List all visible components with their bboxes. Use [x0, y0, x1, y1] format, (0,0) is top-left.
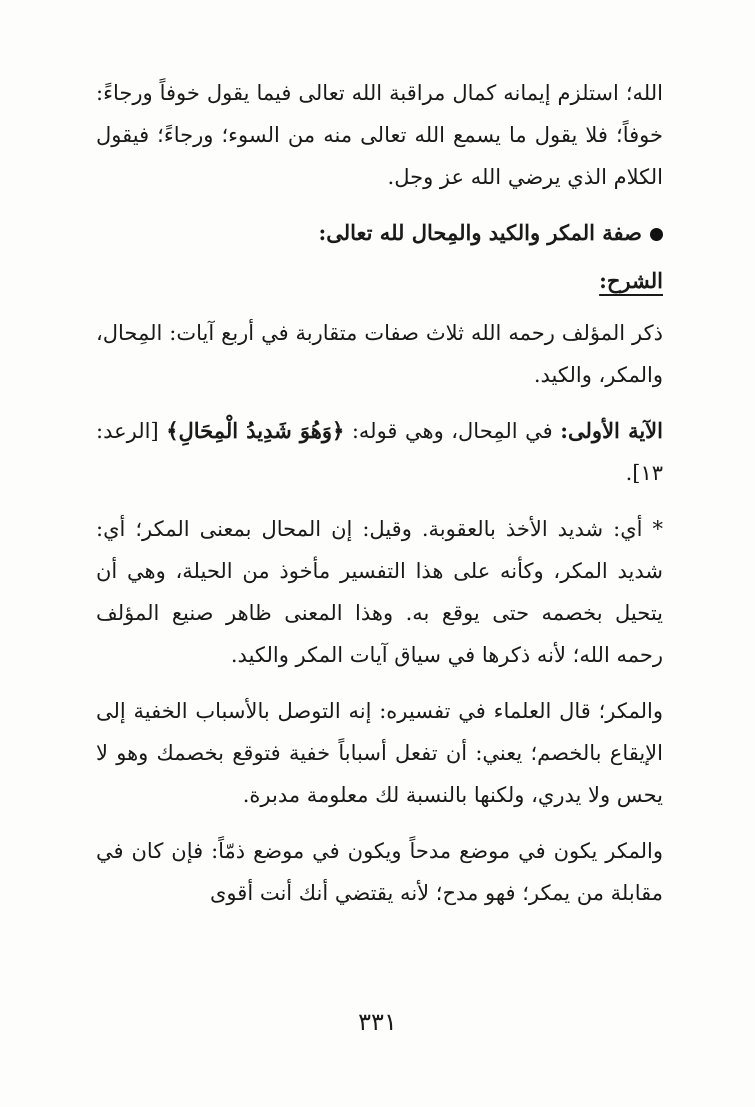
- paragraph-first-verse: [96, 410, 663, 494]
- section-heading-text: صفة المكر والكيد والمِحال لله تعالى:: [318, 220, 642, 245]
- section-heading: [96, 212, 663, 254]
- bullet-icon: [650, 228, 663, 241]
- verse-intro: في المِحال، وهي قوله:: [344, 419, 561, 443]
- verse-lead: الآية الأولى:: [560, 418, 663, 443]
- paragraph-makr-definition: والمكر؛ قال العلماء في تفسيره: إنه التوصل بالأسباب الخفية إلى الإيقاع بالخصم؛ يعني: أن تفعل أسباباً خفية فتوقع بخصمك وهو لا يحس ولا يدري، ولكنها بالنسبة لك معلومة مدبرة.: [96, 699, 663, 807]
- paragraph-makr-praise: والمكر يكون في موضع مدحاً ويكون في موضع ذمّاً: فإن كان في مقابلة من يمكر؛ فهو مدح؛ لأنه يقتضي أنك أنت أقوى: [96, 839, 663, 905]
- sharh-label: الشرح:: [599, 268, 663, 293]
- paragraph-continuation: الله؛ استلزم إيمانه كمال مراقبة الله تعالى فيما يقول خوفاً ورجاءً: خوفاً؛ فلا يقول ما يسمع الله تعالى منه من السوء؛ ورجاءً؛ فيقول الكلام الذي يرضي الله عز وجل.: [96, 81, 663, 189]
- quran-verse: ﴿وَهُوَ شَدِيدُ الْمِحَالِ﴾: [166, 418, 345, 443]
- paragraph-intro: ذكر المؤلف رحمه الله ثلاث صفات متقاربة في أربع آيات: المِحال، والمكر، والكيد.: [96, 321, 663, 387]
- page-body: [96, 72, 663, 928]
- paragraph-mihal-meaning: * أي: شديد الأخذ بالعقوبة. وقيل: إن المحال بمعنى المكر؛ أي: شديد المكر، وكأنه على هذا التفسير مأخوذ من الحيلة، وهي أن يتحيل بخصمه حتى يوقع به. وهذا المعنى ظاهر صنيع المؤلف رحمه الله؛ لأنه ذكرها في سياق آيات المكر والكيد.: [96, 517, 663, 667]
- page-number: ٣٣١: [358, 1008, 397, 1036]
- verse-reference: [الرعد: ١٣].: [96, 419, 663, 485]
